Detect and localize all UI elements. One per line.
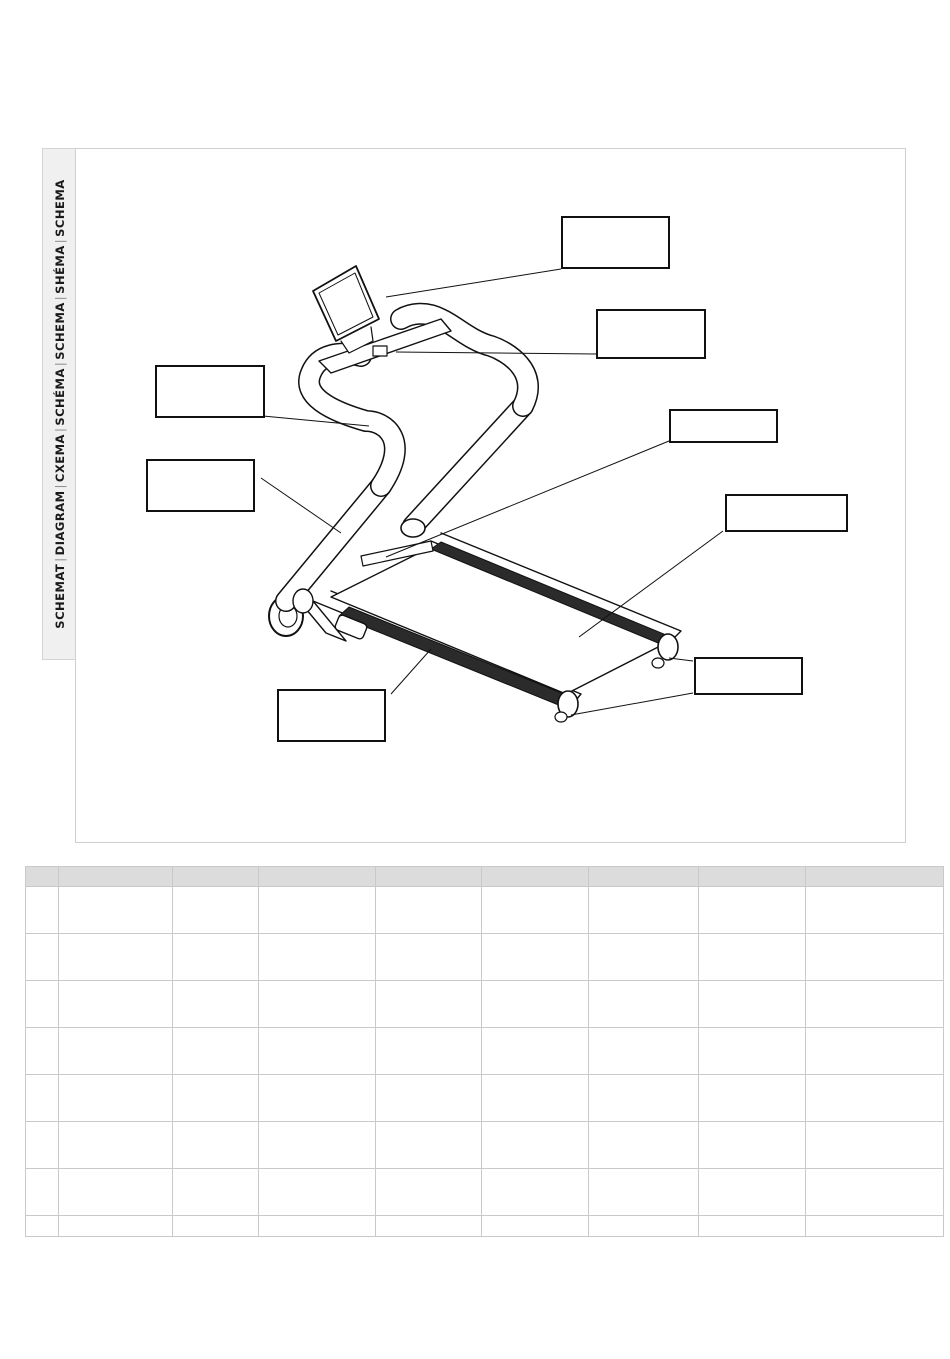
callout-box-5 [147, 460, 254, 511]
table-cell [589, 1169, 699, 1216]
table-cell [26, 1028, 59, 1075]
table-cell [26, 1169, 59, 1216]
table-cell [482, 887, 589, 934]
header-cell [173, 867, 259, 887]
table-cell [376, 1122, 482, 1169]
label-cxema: CXEMA [52, 434, 67, 483]
table-cell [173, 1169, 259, 1216]
table-row [26, 887, 944, 934]
table-cell [699, 1216, 806, 1237]
table-cell [482, 1028, 589, 1075]
table-cell [259, 1122, 376, 1169]
table-cell [589, 1216, 699, 1237]
header-cell [26, 867, 59, 887]
side-tab-labels: SCHEMAT|DIAGRAM|CXEMA|SCHÉMA|SCHEMA|SHÉMA|SCHEMA [52, 179, 67, 629]
table-cell [376, 1075, 482, 1122]
table-cell [173, 981, 259, 1028]
table-cell [699, 1028, 806, 1075]
table-cell [806, 981, 944, 1028]
table-cell [806, 1028, 944, 1075]
table-cell [806, 887, 944, 934]
table-cell [173, 934, 259, 981]
table-cell [59, 981, 173, 1028]
table-cell [699, 887, 806, 934]
table-cell [482, 1075, 589, 1122]
table-cell [806, 1169, 944, 1216]
header-cell [699, 867, 806, 887]
table-cell [699, 1169, 806, 1216]
table-cell [806, 934, 944, 981]
table-cell [589, 887, 699, 934]
table-cell [806, 1075, 944, 1122]
header-cell [482, 867, 589, 887]
table-cell [26, 934, 59, 981]
table-cell [59, 887, 173, 934]
header-cell [376, 867, 482, 887]
label-shema: SHÉMA [52, 245, 67, 294]
side-tab [42, 148, 76, 660]
table-header-row [26, 867, 944, 887]
table-cell [589, 1075, 699, 1122]
table-cell [699, 1075, 806, 1122]
table-cell [173, 887, 259, 934]
table-cell [259, 934, 376, 981]
callout-box-1 [562, 217, 669, 268]
table-cell [173, 1216, 259, 1237]
table-cell [806, 1122, 944, 1169]
table-cell [589, 981, 699, 1028]
table-cell [259, 981, 376, 1028]
table-cell [26, 1075, 59, 1122]
table-cell [482, 1169, 589, 1216]
leader-5 [261, 478, 341, 533]
callout-box-2 [597, 310, 705, 358]
table-cell [589, 934, 699, 981]
treadmill-diagram [76, 149, 907, 844]
table-cell [59, 1075, 173, 1122]
table-row [26, 1075, 944, 1122]
table-cell [376, 887, 482, 934]
table-cell [699, 934, 806, 981]
label-diagram: DIAGRAM [52, 490, 67, 556]
diagram-frame [75, 148, 906, 843]
table-cell [589, 1122, 699, 1169]
table-cell [59, 1169, 173, 1216]
table-cell [259, 1216, 376, 1237]
header-cell [806, 867, 944, 887]
table-cell [26, 1216, 59, 1237]
table-cell [482, 1122, 589, 1169]
table-cell [59, 1028, 173, 1075]
table-cell [259, 1028, 376, 1075]
table-row [26, 1028, 944, 1075]
header-cell [59, 867, 173, 887]
table-cell [589, 1028, 699, 1075]
table-cell [482, 1216, 589, 1237]
callout-box-4 [670, 410, 777, 442]
table-row [26, 981, 944, 1028]
label-schema: SCHEMA [52, 302, 67, 360]
table-cell [482, 934, 589, 981]
callout-box-8 [278, 690, 385, 741]
table-cell [26, 981, 59, 1028]
table-cell [26, 1122, 59, 1169]
leader-1 [386, 269, 561, 297]
table-cell [173, 1122, 259, 1169]
label-schema-accent: SCHÉMA [52, 368, 67, 426]
table-cell [259, 1075, 376, 1122]
table-cell [173, 1028, 259, 1075]
table-cell [259, 887, 376, 934]
table-cell [173, 1075, 259, 1122]
table-cell [376, 934, 482, 981]
table-cell [806, 1216, 944, 1237]
parts-table [25, 866, 944, 1237]
table-cell [376, 1028, 482, 1075]
leader-7a [571, 693, 693, 715]
table-cell [482, 981, 589, 1028]
header-cell [589, 867, 699, 887]
callout-box-6 [726, 495, 847, 531]
table-cell [376, 1169, 482, 1216]
table-cell [26, 887, 59, 934]
table-row [26, 934, 944, 981]
callout-box-3 [156, 366, 264, 417]
table-body [26, 887, 944, 1237]
table-cell [376, 1216, 482, 1237]
table-cell [59, 934, 173, 981]
table-row [26, 1122, 944, 1169]
table-row [26, 1169, 944, 1216]
leader-8 [391, 649, 431, 694]
table-cell [59, 1216, 173, 1237]
label-schemat: SCHEMAT [52, 563, 67, 629]
table-cell [699, 981, 806, 1028]
table-cell [376, 981, 482, 1028]
table-cell [59, 1122, 173, 1169]
header-cell [259, 867, 376, 887]
callout-box-7 [695, 658, 802, 694]
table-row [26, 1216, 944, 1237]
table-cell [259, 1169, 376, 1216]
table-cell [699, 1122, 806, 1169]
label-schema-2: SCHEMA [52, 179, 67, 237]
